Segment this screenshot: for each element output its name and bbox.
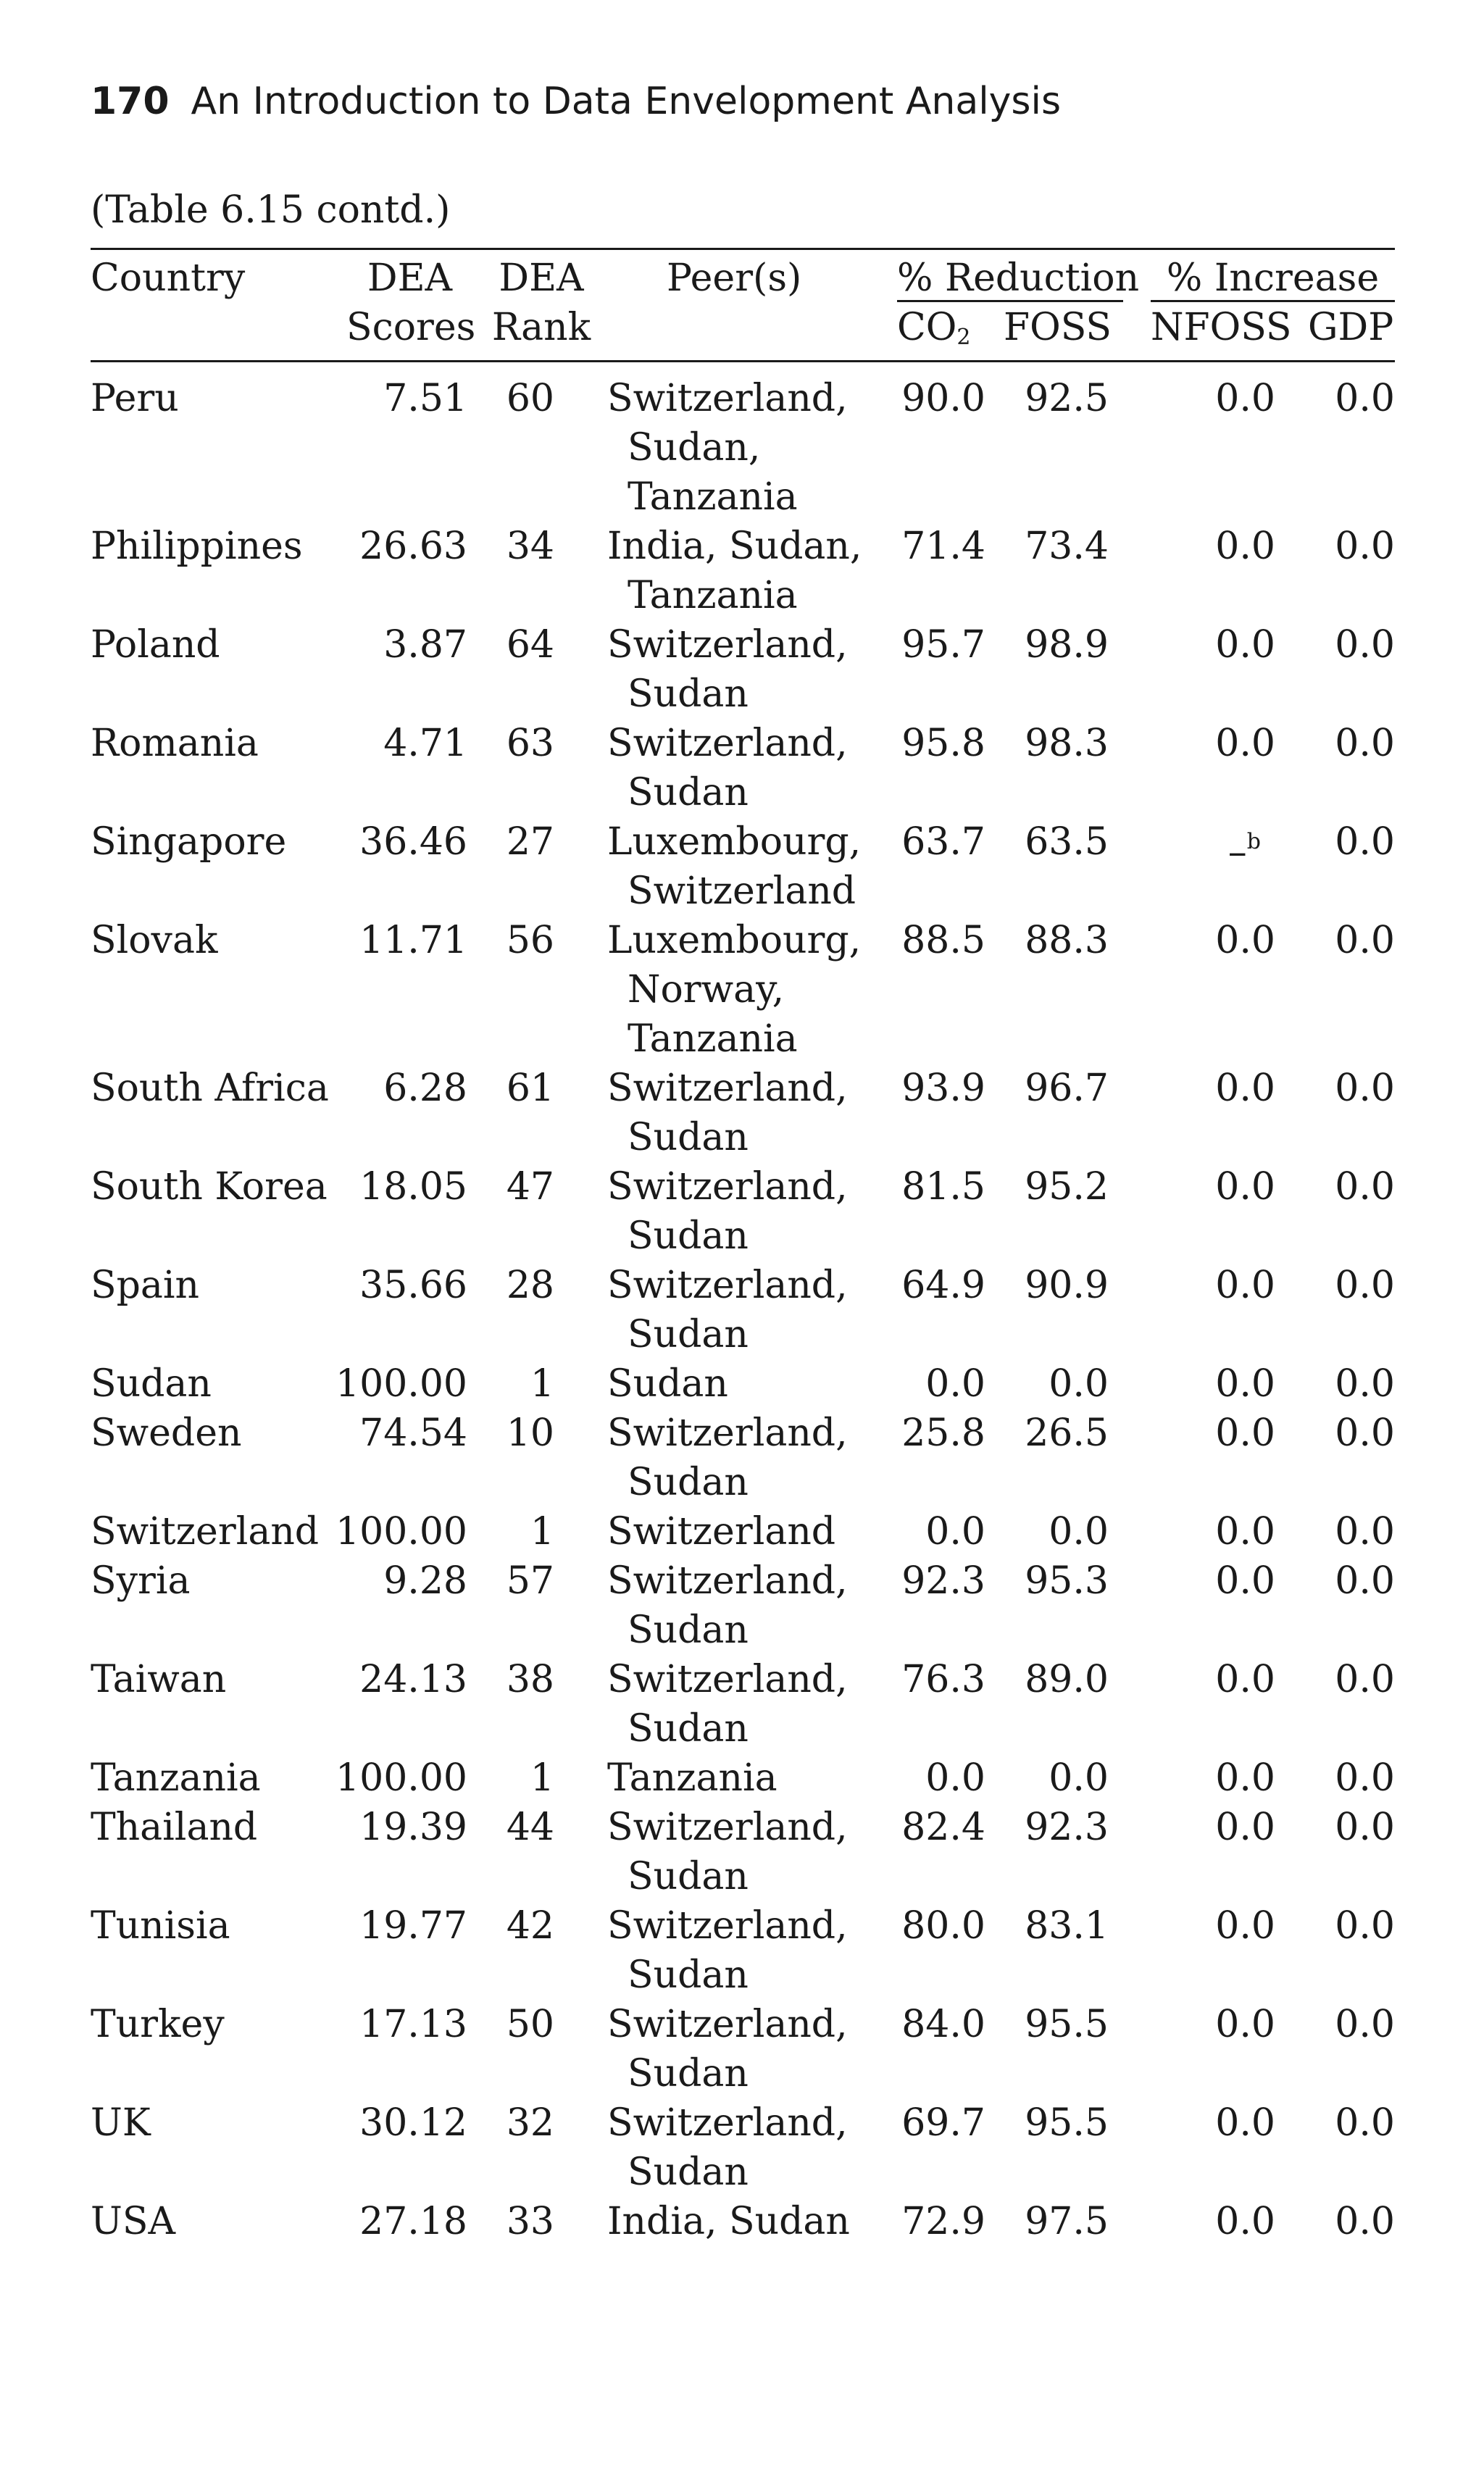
running-header (91, 76, 1061, 127)
cell-co2-reduction: 84.0 (901, 2003, 985, 2046)
cell-dea-rank: 38 (506, 1658, 554, 1701)
table-row (0, 817, 1484, 916)
cell-dea-score: 3.87 (383, 623, 467, 667)
cell-peers (607, 1162, 868, 1261)
peer-line: Switzerland, (607, 1658, 848, 1701)
cell-country: Philippines (91, 525, 303, 568)
cell-nfoss-increase (1152, 1507, 1275, 1556)
table-header-rule (91, 360, 1395, 362)
cell-gdp-increase: 0.0 (1335, 1411, 1395, 1455)
cell-peers (607, 2197, 868, 2246)
header-co2-subscript: 2 (956, 325, 971, 350)
peer-line: Sudan (628, 1609, 749, 1652)
cell-nfoss-increase (1152, 817, 1261, 877)
cell-peers (607, 2000, 868, 2098)
cell-foss-reduction: 96.7 (1025, 1067, 1109, 1110)
peer-line: Sudan (628, 1214, 749, 1258)
peer-line: Switzerland, (607, 377, 848, 420)
cell-dea-rank: 44 (506, 1806, 554, 1849)
cell-country: Sweden (91, 1411, 242, 1455)
cell-peers (607, 916, 868, 1064)
cell-dea-score: 27.18 (359, 2200, 467, 2243)
cell-peers (607, 2098, 868, 2197)
cell-dea-rank: 47 (506, 1165, 554, 1209)
table-row (0, 2197, 1484, 2246)
table-row (0, 1064, 1484, 1162)
cell-co2-reduction: 88.5 (901, 919, 985, 962)
cell-country: South Korea (91, 1165, 328, 1209)
header-co2-main: CO (897, 306, 957, 349)
table-row (0, 522, 1484, 620)
table-row (0, 620, 1484, 719)
cell-gdp-increase: 0.0 (1335, 2003, 1395, 2046)
cell-peers (607, 719, 868, 817)
cell-dea-score: 11.71 (359, 919, 467, 962)
cell-nfoss-value: 0.0 (1215, 1067, 1275, 1110)
header-rank-line2: Rank (491, 306, 591, 349)
peer-line: Switzerland, (607, 2101, 848, 2145)
cell-country: Slovak (91, 919, 218, 962)
peer-line: Switzerland, (607, 2003, 848, 2046)
cell-co2-reduction: 92.3 (901, 1559, 985, 1603)
cell-country: Spain (91, 1264, 200, 1307)
cell-nfoss-value: 0.0 (1215, 377, 1275, 420)
cell-gdp-increase: 0.0 (1335, 1658, 1395, 1701)
cell-country: Switzerland (91, 1510, 320, 1554)
cell-foss-reduction: 92.5 (1025, 377, 1109, 420)
table-row (0, 1753, 1484, 1803)
cell-gdp-increase: 0.0 (1335, 2101, 1395, 2145)
peer-line: Sudan (628, 672, 749, 716)
cell-gdp-increase: 0.0 (1335, 1362, 1395, 1406)
cell-peers (607, 817, 868, 916)
cell-foss-reduction: 92.3 (1025, 1806, 1109, 1849)
cell-country: South Africa (91, 1067, 329, 1110)
cell-peers (607, 1064, 868, 1162)
peer-line: Tanzania (628, 475, 798, 519)
header-nfoss: NFOSS (1151, 306, 1292, 349)
cell-country: Romania (91, 722, 259, 765)
cell-gdp-increase: 0.0 (1335, 377, 1395, 420)
cell-dea-rank: 10 (506, 1411, 554, 1455)
cell-gdp-increase: 0.0 (1335, 1510, 1395, 1554)
table-row (0, 1409, 1484, 1507)
table-row (0, 1162, 1484, 1261)
cell-nfoss-increase (1152, 1409, 1275, 1458)
cell-nfoss-value: 0.0 (1215, 1362, 1275, 1406)
cell-co2-reduction: 80.0 (901, 1904, 985, 1948)
cell-dea-rank: 32 (506, 2101, 554, 2145)
peer-line: Switzerland, (607, 623, 848, 667)
cell-nfoss-increase (1152, 1901, 1275, 1951)
peer-line: Switzerland, (607, 1806, 848, 1849)
peer-line: Switzerland, (607, 1411, 848, 1455)
cell-nfoss-increase (1152, 2000, 1275, 2049)
cell-dea-rank: 61 (506, 1067, 554, 1110)
cell-country: Tanzania (91, 1756, 261, 1800)
cell-dea-rank: 27 (506, 820, 554, 864)
table-caption: (Table 6.15 contd.) (91, 188, 451, 232)
cell-dea-rank: 50 (506, 2003, 554, 2046)
peer-line: Sudan (628, 1313, 749, 1356)
cell-nfoss-increase (1152, 1556, 1275, 1606)
cell-nfoss-increase (1152, 916, 1275, 965)
peer-line: Sudan (607, 1362, 728, 1406)
cell-nfoss-increase (1152, 2098, 1275, 2148)
cell-dea-rank: 33 (506, 2200, 554, 2243)
cell-co2-reduction: 82.4 (901, 1806, 985, 1849)
cell-nfoss-value: 0.0 (1215, 1756, 1275, 1800)
table-row (0, 1359, 1484, 1409)
cell-dea-rank: 1 (530, 1756, 554, 1800)
cell-foss-reduction: 98.3 (1025, 722, 1109, 765)
increase-underline (1151, 300, 1395, 302)
cell-nfoss-increase (1152, 1064, 1275, 1113)
peer-line: Luxembourg, (607, 919, 862, 962)
cell-dea-score: 19.77 (359, 1904, 467, 1948)
header-dea-scores (346, 254, 476, 352)
cell-dea-rank: 60 (506, 377, 554, 420)
cell-nfoss-value: 0.0 (1215, 1904, 1275, 1948)
cell-nfoss-value: 0.0 (1215, 2200, 1275, 2243)
peer-line: Sudan (628, 1953, 749, 1997)
cell-country: Syria (91, 1559, 191, 1603)
peer-line: Norway, (628, 968, 785, 1012)
cell-nfoss-value: 0.0 (1215, 525, 1275, 568)
cell-co2-reduction: 71.4 (901, 525, 985, 568)
header-increase: % Increase (1166, 257, 1380, 300)
cell-peers (607, 1655, 868, 1753)
cell-peers (607, 1901, 868, 2000)
peer-line: Switzerland, (607, 1559, 848, 1603)
cell-nfoss-increase (1152, 1359, 1275, 1409)
table-row (0, 1507, 1484, 1556)
peer-line: Sudan (628, 1116, 749, 1159)
cell-co2-reduction: 72.9 (901, 2200, 985, 2243)
cell-dea-score: 100.00 (335, 1362, 467, 1406)
cell-co2-reduction: 93.9 (901, 1067, 985, 1110)
peer-line: Switzerland, (607, 1165, 848, 1209)
cell-gdp-increase: 0.0 (1335, 820, 1395, 864)
cell-dea-score: 30.12 (359, 2101, 467, 2145)
header-co2 (897, 303, 971, 362)
table-row (0, 1556, 1484, 1655)
peer-line: Switzerland, (607, 722, 848, 765)
cell-nfoss-value: 0.0 (1215, 2003, 1275, 2046)
cell-nfoss-increase (1152, 2197, 1275, 2246)
cell-peers (607, 1359, 868, 1409)
peer-line: Sudan (628, 2151, 749, 2194)
cell-dea-rank: 1 (530, 1362, 554, 1406)
header-reduction: % Reduction (897, 257, 1140, 300)
cell-dea-score: 36.46 (359, 820, 467, 864)
cell-foss-reduction: 0.0 (1049, 1362, 1109, 1406)
peer-line: Tanzania (628, 1017, 798, 1061)
cell-country: Tunisia (91, 1904, 230, 1948)
cell-dea-score: 74.54 (359, 1411, 467, 1455)
cell-co2-reduction: 63.7 (901, 820, 985, 864)
cell-foss-reduction: 63.5 (1025, 820, 1109, 864)
peer-line: Sudan (628, 1461, 749, 1504)
cell-co2-reduction: 95.7 (901, 623, 985, 667)
cell-foss-reduction: 95.3 (1025, 1559, 1109, 1603)
cell-country: Peru (91, 377, 179, 420)
cell-peers (607, 374, 868, 522)
cell-foss-reduction: 26.5 (1025, 1411, 1109, 1455)
peer-line: Sudan (628, 771, 749, 814)
cell-gdp-increase: 0.0 (1335, 722, 1395, 765)
peer-line: Switzerland (607, 1510, 836, 1554)
cell-peers (607, 1409, 868, 1507)
cell-nfoss-value: 0.0 (1215, 1264, 1275, 1307)
cell-nfoss-value: – (1227, 830, 1247, 874)
cell-foss-reduction: 0.0 (1049, 1756, 1109, 1800)
cell-peers (607, 1803, 868, 1901)
header-foss: FOSS (1004, 306, 1112, 349)
peer-line: Sudan, (628, 426, 761, 470)
cell-dea-score: 26.63 (359, 525, 467, 568)
cell-dea-rank: 34 (506, 525, 554, 568)
cell-country: Sudan (91, 1362, 212, 1406)
cell-co2-reduction: 76.3 (901, 1658, 985, 1701)
cell-dea-rank: 42 (506, 1904, 554, 1948)
footnote-marker: b (1246, 829, 1261, 854)
cell-nfoss-increase (1152, 620, 1275, 670)
cell-nfoss-increase (1152, 719, 1275, 768)
cell-peers (607, 522, 868, 620)
cell-nfoss-value: 0.0 (1215, 2101, 1275, 2145)
cell-nfoss-increase (1152, 522, 1275, 571)
peer-line: Switzerland (628, 869, 856, 913)
cell-country: Turkey (91, 2003, 225, 2046)
cell-nfoss-value: 0.0 (1215, 1510, 1275, 1554)
peer-line: Switzerland, (607, 1904, 848, 1948)
cell-gdp-increase: 0.0 (1335, 1067, 1395, 1110)
cell-foss-reduction: 83.1 (1025, 1904, 1109, 1948)
cell-nfoss-value: 0.0 (1215, 1806, 1275, 1849)
peer-line: Sudan (628, 2052, 749, 2095)
cell-gdp-increase: 0.0 (1335, 2200, 1395, 2243)
header-dea-line1-rank: DEA (499, 257, 584, 300)
cell-co2-reduction: 25.8 (901, 1411, 985, 1455)
cell-gdp-increase: 0.0 (1335, 1264, 1395, 1307)
table-row (0, 1803, 1484, 1901)
cell-nfoss-increase (1152, 374, 1275, 423)
cell-foss-reduction: 95.5 (1025, 2101, 1109, 2145)
cell-foss-reduction: 95.5 (1025, 2003, 1109, 2046)
cell-dea-rank: 56 (506, 919, 554, 962)
cell-country: Singapore (91, 820, 287, 864)
table-row (0, 1655, 1484, 1753)
running-title: An Introduction to Data Envelopment Analysis (191, 80, 1062, 123)
cell-co2-reduction: 0.0 (925, 1362, 985, 1406)
header-peers: Peer(s) (667, 257, 802, 300)
cell-dea-score: 35.66 (359, 1264, 467, 1307)
cell-peers (607, 1753, 868, 1803)
header-dea-rank (487, 254, 596, 352)
cell-co2-reduction: 0.0 (925, 1756, 985, 1800)
cell-nfoss-value: 0.0 (1215, 919, 1275, 962)
peer-line: Sudan (628, 1707, 749, 1751)
header-reduction-group (897, 254, 1140, 303)
cell-foss-reduction: 95.2 (1025, 1165, 1109, 1209)
cell-peers (607, 1261, 868, 1359)
cell-nfoss-increase (1152, 1753, 1275, 1803)
cell-gdp-increase: 0.0 (1335, 1559, 1395, 1603)
header-gdp: GDP (1308, 306, 1394, 349)
table-row (0, 916, 1484, 1064)
cell-nfoss-value: 0.0 (1215, 722, 1275, 765)
cell-co2-reduction: 0.0 (925, 1510, 985, 1554)
cell-dea-score: 6.28 (383, 1067, 467, 1110)
cell-dea-score: 100.00 (335, 1756, 467, 1800)
cell-co2-reduction: 81.5 (901, 1165, 985, 1209)
cell-nfoss-increase (1152, 1655, 1275, 1704)
cell-foss-reduction: 88.3 (1025, 919, 1109, 962)
cell-nfoss-increase (1152, 1803, 1275, 1852)
cell-country: UK (91, 2101, 151, 2145)
cell-dea-score: 17.13 (359, 2003, 467, 2046)
peer-line: India, Sudan (607, 2200, 850, 2243)
table-top-rule (91, 248, 1395, 250)
cell-country: USA (91, 2200, 175, 2243)
peer-line: Switzerland, (607, 1264, 848, 1307)
cell-dea-rank: 57 (506, 1559, 554, 1603)
cell-dea-rank: 64 (506, 623, 554, 667)
cell-co2-reduction: 64.9 (901, 1264, 985, 1307)
cell-nfoss-increase (1152, 1162, 1275, 1212)
cell-nfoss-value: 0.0 (1215, 623, 1275, 667)
cell-gdp-increase: 0.0 (1335, 525, 1395, 568)
header-country: Country (91, 257, 246, 300)
cell-dea-score: 9.28 (383, 1559, 467, 1603)
peer-line: Tanzania (628, 574, 798, 617)
cell-foss-reduction: 0.0 (1049, 1510, 1109, 1554)
table-row (0, 1901, 1484, 2000)
table-row (0, 374, 1484, 522)
cell-peers (607, 620, 868, 719)
cell-foss-reduction: 90.9 (1025, 1264, 1109, 1307)
cell-dea-score: 100.00 (335, 1510, 467, 1554)
peer-line: India, Sudan, (607, 525, 862, 568)
peer-line: Tanzania (607, 1756, 778, 1800)
cell-gdp-increase: 0.0 (1335, 919, 1395, 962)
table-row (0, 1261, 1484, 1359)
cell-gdp-increase: 0.0 (1335, 1165, 1395, 1209)
header-increase-group (1151, 254, 1395, 303)
cell-dea-rank: 63 (506, 722, 554, 765)
table-row (0, 2098, 1484, 2197)
cell-country: Taiwan (91, 1658, 227, 1701)
peer-line: Switzerland, (607, 1067, 848, 1110)
cell-dea-rank: 1 (530, 1510, 554, 1554)
header-dea-line1: DEA (367, 257, 453, 300)
cell-co2-reduction: 69.7 (901, 2101, 985, 2145)
cell-peers (607, 1507, 868, 1556)
cell-nfoss-value: 0.0 (1215, 1658, 1275, 1701)
cell-peers (607, 1556, 868, 1655)
cell-co2-reduction: 95.8 (901, 722, 985, 765)
reduction-underline (897, 300, 1123, 302)
cell-dea-score: 18.05 (359, 1165, 467, 1209)
cell-nfoss-value: 0.0 (1215, 1165, 1275, 1209)
cell-dea-score: 19.39 (359, 1806, 467, 1849)
cell-foss-reduction: 97.5 (1025, 2200, 1109, 2243)
cell-foss-reduction: 98.9 (1025, 623, 1109, 667)
cell-co2-reduction: 90.0 (901, 377, 985, 420)
cell-dea-score: 24.13 (359, 1658, 467, 1701)
peer-line: Luxembourg, (607, 820, 862, 864)
header-scores-line2: Scores (346, 306, 476, 349)
peer-line: Sudan (628, 1855, 749, 1898)
cell-gdp-increase: 0.0 (1335, 1904, 1395, 1948)
cell-dea-rank: 28 (506, 1264, 554, 1307)
page-number: 170 (91, 80, 170, 123)
cell-nfoss-value: 0.0 (1215, 1411, 1275, 1455)
cell-country: Poland (91, 623, 220, 667)
cell-gdp-increase: 0.0 (1335, 623, 1395, 667)
cell-gdp-increase: 0.0 (1335, 1806, 1395, 1849)
cell-nfoss-increase (1152, 1261, 1275, 1310)
cell-dea-score: 7.51 (383, 377, 467, 420)
cell-foss-reduction: 73.4 (1025, 525, 1109, 568)
cell-dea-score: 4.71 (383, 722, 467, 765)
cell-nfoss-value: 0.0 (1215, 1559, 1275, 1603)
cell-gdp-increase: 0.0 (1335, 1756, 1395, 1800)
cell-country: Thailand (91, 1806, 258, 1849)
cell-foss-reduction: 89.0 (1025, 1658, 1109, 1701)
table-row (0, 2000, 1484, 2098)
table-row (0, 719, 1484, 817)
